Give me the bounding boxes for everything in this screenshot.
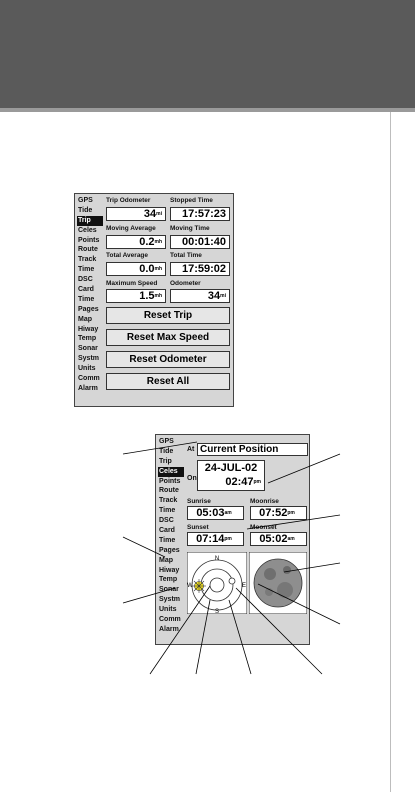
celes-menu-item-alarm-19[interactable]: Alarm [159,625,179,633]
celes-menu-item-celes-3[interactable]: Celes [158,467,184,477]
maximum-speed-label: Maximum Speed [106,280,158,287]
trip-menu-item-comm-18[interactable]: Comm [78,375,100,383]
moonset-value: $05:02^{am}$ [250,532,307,546]
trip-menu-item-systm-16[interactable]: Systm [78,355,100,363]
trip-menu-item-gps-0[interactable]: GPS [78,197,93,204]
trip-odometer-label: Trip Odometer [106,197,151,204]
celes-menu-item-points-4[interactable]: Points [159,477,181,485]
total-time-label: Total Time [170,252,202,259]
celes-menu-item-pages-11[interactable]: Pages [159,546,180,554]
trip-menu-item-alarm-19[interactable]: Alarm [78,384,98,392]
moving-time-value: 00:01:40 [170,235,230,249]
celes-menu-item-route-5[interactable]: Route [159,487,179,495]
celes-menu-item-time-10[interactable]: Time [159,536,176,544]
celes-menu-item-trip-2[interactable]: Trip [159,457,172,465]
position-field[interactable]: Current Position [197,443,308,456]
date-value: 24-JUL-02 [204,462,258,474]
maximum-speed-value: $1.5^{mh}$ [106,289,166,303]
trip-menu-item-time-10[interactable]: Time [78,295,95,303]
trip-odometer-value: $34^{mi}$ [106,207,166,221]
on-label: On [187,475,197,482]
sunrise-label: Sunrise [187,498,211,505]
celes-menu-item-temp-14[interactable]: Temp [159,576,178,584]
trip-menu-item-tide-1[interactable]: Tide [78,206,93,214]
trip-menu-item-hiway-13[interactable]: Hiway [78,325,99,333]
celes-menu-item-hiway-13[interactable]: Hiway [159,566,180,574]
celes-menu-item-track-6[interactable]: Track [159,497,178,505]
moving-average-value: $0.2^{mh}$ [106,235,166,249]
reset-all-button[interactable]: Reset All [106,373,230,390]
celes-menu-item-tide-1[interactable]: Tide [159,447,174,455]
moonrise-label: Moonrise [250,498,279,505]
at-label: At [187,446,195,453]
sunrise-value: $05:03^{am}$ [187,506,244,520]
celes-menu-item-gps-0[interactable]: GPS [159,438,174,445]
trip-menu-item-sonar-15[interactable]: Sonar [78,345,98,353]
odometer-value: $34^{mi}$ [170,289,230,303]
trip-menu-item-trip-2[interactable]: Trip [77,216,103,226]
celes-menu-item-card-9[interactable]: Card [159,527,175,535]
compass-south: S [214,609,220,614]
trip-menu-item-track-6[interactable]: Track [78,256,97,264]
compass-north: N [214,556,220,562]
celes-menu-item-comm-18[interactable]: Comm [159,616,181,624]
reset-trip-button[interactable]: Reset Trip [106,307,230,324]
celes-menu-item-map-12[interactable]: Map [159,556,173,564]
total-average-label: Total Average [106,252,149,259]
trip-menu-item-units-17[interactable]: Units [78,365,96,373]
moonset-label: Moonset [250,524,277,531]
sunset-label: Sunset [187,524,209,531]
moonrise-value: $07:52^{pm}$ [250,506,307,520]
reset-odometer-button[interactable]: Reset Odometer [106,351,230,368]
compass-west: W [187,583,193,589]
trip-menu-item-points-4[interactable]: Points [78,236,100,244]
moving-time-label: Moving Time [170,225,210,232]
trip-menu-item-temp-14[interactable]: Temp [78,335,97,343]
celes-menu-item-units-17[interactable]: Units [159,606,177,614]
stopped-time-value: 17:57:23 [170,207,230,221]
reset-max-speed-button[interactable]: Reset Max Speed [106,329,230,346]
odometer-label: Odometer [170,280,201,287]
celes-menu-item-systm-16[interactable]: Systm [159,596,181,604]
trip-menu-item-card-9[interactable]: Card [78,286,94,294]
compass-east: E [241,583,247,589]
trip-menu-item-route-5[interactable]: Route [78,246,98,254]
celes-menu-item-time-7[interactable]: Time [159,507,176,515]
celes-menu-item-sonar-15[interactable]: Sonar [159,586,179,594]
trip-menu-item-celes-3[interactable]: Celes [78,226,97,234]
total-time-value: 17:59:02 [170,262,230,276]
time-value: $02:47^{pm}$ [225,476,261,488]
moving-average-label: Moving Average [106,225,156,232]
sunset-value: $07:14^{pm}$ [187,532,244,546]
total-average-value: $0.0^{mh}$ [106,262,166,276]
trip-menu-item-time-7[interactable]: Time [78,266,95,274]
celes-menu-item-dsc-8[interactable]: DSC [159,517,174,525]
trip-menu-item-dsc-8[interactable]: DSC [78,276,93,284]
trip-menu-item-map-12[interactable]: Map [78,315,92,323]
stopped-time-label: Stopped Time [170,197,213,204]
trip-menu-item-pages-11[interactable]: Pages [78,305,99,313]
